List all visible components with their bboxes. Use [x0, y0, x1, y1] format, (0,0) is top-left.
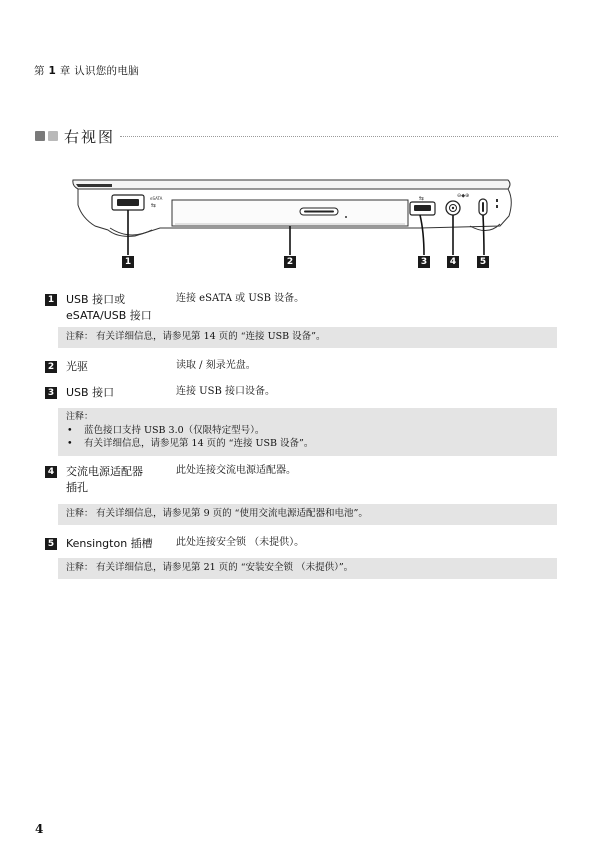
- item-desc-3: 连接 USB 接口设备。: [176, 386, 275, 397]
- usb-port: [410, 202, 435, 215]
- item-name-1-line-1: USB 接口或: [66, 293, 126, 306]
- svg-text:eSATA: eSATA: [150, 196, 163, 201]
- note-3-bullets: [66, 424, 557, 450]
- item-name-5: [66, 536, 153, 552]
- page-number: 4: [35, 822, 44, 836]
- power-polarity-symbol: ⊖◆⊕: [457, 193, 470, 199]
- note-1-text: 有关详细信息，请参见第 14 页的 “连接 USB 设备”。: [96, 331, 326, 342]
- item-desc-1: 连接 eSATA 或 USB 设备。: [176, 293, 305, 304]
- section-title: 右视图: [64, 128, 116, 146]
- kensington-slot: [479, 199, 487, 215]
- note-4-text: 有关详细信息，请参见第 9 页的 “使用交流电源适配器和电池”。: [96, 508, 368, 519]
- note-1-label: 注释：: [66, 332, 94, 342]
- ac-power-jack: [446, 201, 460, 215]
- item-number-1: 1: [45, 294, 57, 306]
- item-number-2: 2: [45, 361, 57, 373]
- item-name-1: [66, 292, 152, 324]
- optical-drive: [172, 200, 408, 226]
- item-desc-2: 读取 / 刻录光盘。: [176, 360, 256, 371]
- note-3-bullet-2: • 有关详细信息，请参见第 14 页的 “连接 USB 设备”。: [66, 437, 557, 450]
- note-4: [58, 504, 557, 525]
- item-name-5-line-1: Kensington 插槽: [66, 537, 153, 550]
- item-name-4-line-1: 交流电源适配器: [66, 465, 143, 478]
- note-5: [58, 558, 557, 579]
- item-name-2-line-1: 光驱: [66, 360, 88, 373]
- note-4-label: 注释：: [66, 509, 94, 519]
- chapter-number: 1: [48, 65, 57, 77]
- callout-3: 3: [418, 256, 430, 268]
- usb-symbol-2: ⇆: [419, 195, 425, 202]
- callout-1: 1: [122, 256, 134, 268]
- usb-symbol-1: ⇆: [151, 202, 157, 209]
- item-desc-4: 此处连接交流电源适配器。: [176, 465, 296, 476]
- item-number-4: 4: [45, 466, 57, 478]
- callout-2: 2: [284, 256, 296, 268]
- note-3-bullet-1: • 蓝色接口支持 USB 3.0（仅限特定型号）。: [66, 424, 557, 437]
- item-name-1-line-2: eSATA/USB 接口: [66, 309, 152, 322]
- callout-5: 5: [477, 256, 489, 268]
- esata-usb-port: [112, 195, 144, 210]
- callout-4: 4: [447, 256, 459, 268]
- lid-edge-mark: [76, 184, 112, 187]
- item-name-3: [66, 385, 114, 401]
- item-name-4: [66, 464, 143, 496]
- chapter-title: 章 认识您的电脑: [59, 65, 139, 77]
- item-number-5: 5: [45, 538, 57, 550]
- note-3: [58, 408, 557, 456]
- note-3-label: 注释：: [66, 412, 94, 422]
- item-desc-5: 此处连接安全锁 （未提供）。: [176, 537, 305, 548]
- item-name-2: [66, 359, 88, 375]
- item-name-3-line-1: USB 接口: [66, 386, 115, 399]
- chapter-prefix: 第: [34, 65, 45, 77]
- note-1: [58, 327, 557, 348]
- laptop-right-side-illustration: [0, 0, 613, 300]
- item-name-4-line-2: 插孔: [66, 481, 88, 494]
- item-number-3: 3: [45, 387, 57, 399]
- note-5-text: 有关详细信息，请参见第 21 页的 “安装安全锁 （未提供）”。: [96, 562, 354, 573]
- note-5-label: 注释：: [66, 563, 94, 573]
